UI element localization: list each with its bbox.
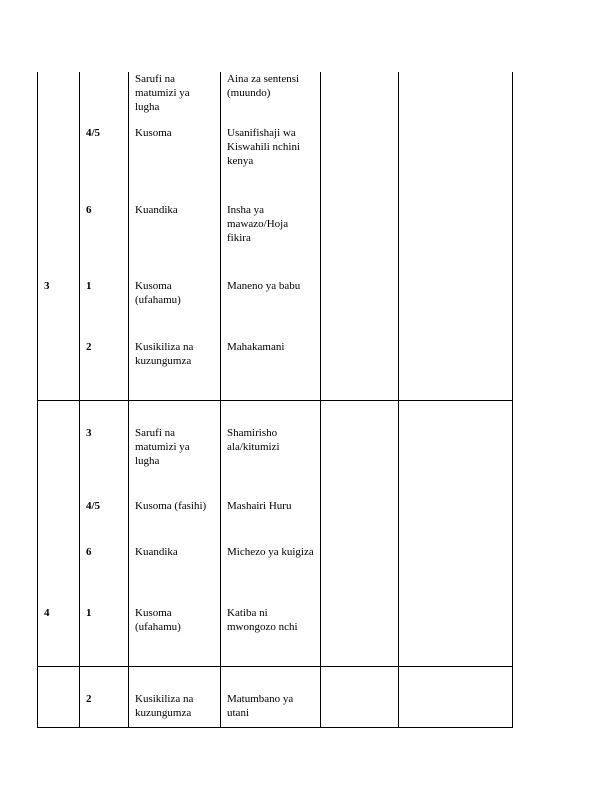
substrand-cell: Matumbano ya utani bbox=[221, 666, 321, 727]
substrand-cell: Mahakamani bbox=[221, 339, 321, 400]
empty-cell bbox=[399, 498, 513, 544]
strand-cell: Kusoma (fasihi) bbox=[129, 498, 221, 544]
lesson-cell: 2 bbox=[80, 666, 129, 727]
substrand-cell: Michezo ya kuigiza bbox=[221, 544, 321, 605]
empty-cell bbox=[321, 125, 399, 202]
table-row bbox=[38, 605, 513, 666]
table-row bbox=[38, 400, 513, 498]
empty-cell bbox=[399, 544, 513, 605]
empty-cell bbox=[399, 72, 513, 125]
table-row bbox=[38, 498, 513, 544]
lesson-cell bbox=[80, 72, 129, 125]
table-row bbox=[38, 125, 513, 202]
lesson-cell: 6 bbox=[80, 202, 129, 278]
table-row bbox=[38, 72, 513, 125]
empty-cell bbox=[321, 72, 399, 125]
strand-cell: Kusoma (ufahamu) bbox=[129, 278, 221, 339]
empty-cell bbox=[321, 498, 399, 544]
strand-cell: Kusikiliza na kuzungumza bbox=[129, 666, 221, 727]
empty-cell bbox=[399, 666, 513, 727]
substrand-cell: Katiba ni mwongozo nchi bbox=[221, 605, 321, 666]
empty-cell bbox=[321, 339, 399, 400]
lesson-cell: 4/5 bbox=[80, 498, 129, 544]
week-cell bbox=[38, 72, 80, 125]
lesson-cell: 2 bbox=[80, 339, 129, 400]
week-cell: 3 bbox=[38, 278, 80, 339]
table-row bbox=[38, 544, 513, 605]
empty-cell bbox=[399, 125, 513, 202]
substrand-cell: Mashairi Huru bbox=[221, 498, 321, 544]
substrand-cell: Usanifishaji wa Kiswahili nchini kenya bbox=[221, 125, 321, 202]
empty-cell bbox=[321, 400, 399, 498]
empty-cell bbox=[399, 278, 513, 339]
week-cell bbox=[38, 400, 80, 498]
week-cell bbox=[38, 666, 80, 727]
strand-cell: Kusoma (ufahamu) bbox=[129, 605, 221, 666]
empty-cell bbox=[399, 605, 513, 666]
substrand-cell: Insha ya mawazo/Hoja fikira bbox=[221, 202, 321, 278]
table-row bbox=[38, 278, 513, 339]
lesson-cell: 4/5 bbox=[80, 125, 129, 202]
table-row bbox=[38, 666, 513, 727]
lesson-cell: 1 bbox=[80, 605, 129, 666]
empty-cell bbox=[399, 339, 513, 400]
strand-cell: Kuandika bbox=[129, 544, 221, 605]
week-cell: 4 bbox=[38, 605, 80, 666]
strand-cell: Sarufi na matumizi ya lugha bbox=[129, 72, 221, 125]
empty-cell bbox=[321, 605, 399, 666]
empty-cell bbox=[321, 544, 399, 605]
lesson-cell: 3 bbox=[80, 400, 129, 498]
substrand-cell: Maneno ya babu bbox=[221, 278, 321, 339]
empty-cell bbox=[399, 202, 513, 278]
week-cell bbox=[38, 339, 80, 400]
empty-cell bbox=[321, 202, 399, 278]
strand-cell: Kusoma bbox=[129, 125, 221, 202]
table-row bbox=[38, 339, 513, 400]
week-cell bbox=[38, 544, 80, 605]
week-cell bbox=[38, 498, 80, 544]
strand-cell: Kusikiliza na kuzungumza bbox=[129, 339, 221, 400]
substrand-cell: Shamirisho ala/kitumizi bbox=[221, 400, 321, 498]
lesson-cell: 1 bbox=[80, 278, 129, 339]
strand-cell: Sarufi na matumizi ya lugha bbox=[129, 400, 221, 498]
lesson-cell: 6 bbox=[80, 544, 129, 605]
empty-cell bbox=[399, 400, 513, 498]
table-row bbox=[38, 202, 513, 278]
week-cell bbox=[38, 202, 80, 278]
empty-cell bbox=[321, 666, 399, 727]
week-cell bbox=[38, 125, 80, 202]
scheme-of-work-table bbox=[37, 72, 513, 728]
substrand-cell: Aina za sentensi (muundo) bbox=[221, 72, 321, 125]
empty-cell bbox=[321, 278, 399, 339]
strand-cell: Kuandika bbox=[129, 202, 221, 278]
